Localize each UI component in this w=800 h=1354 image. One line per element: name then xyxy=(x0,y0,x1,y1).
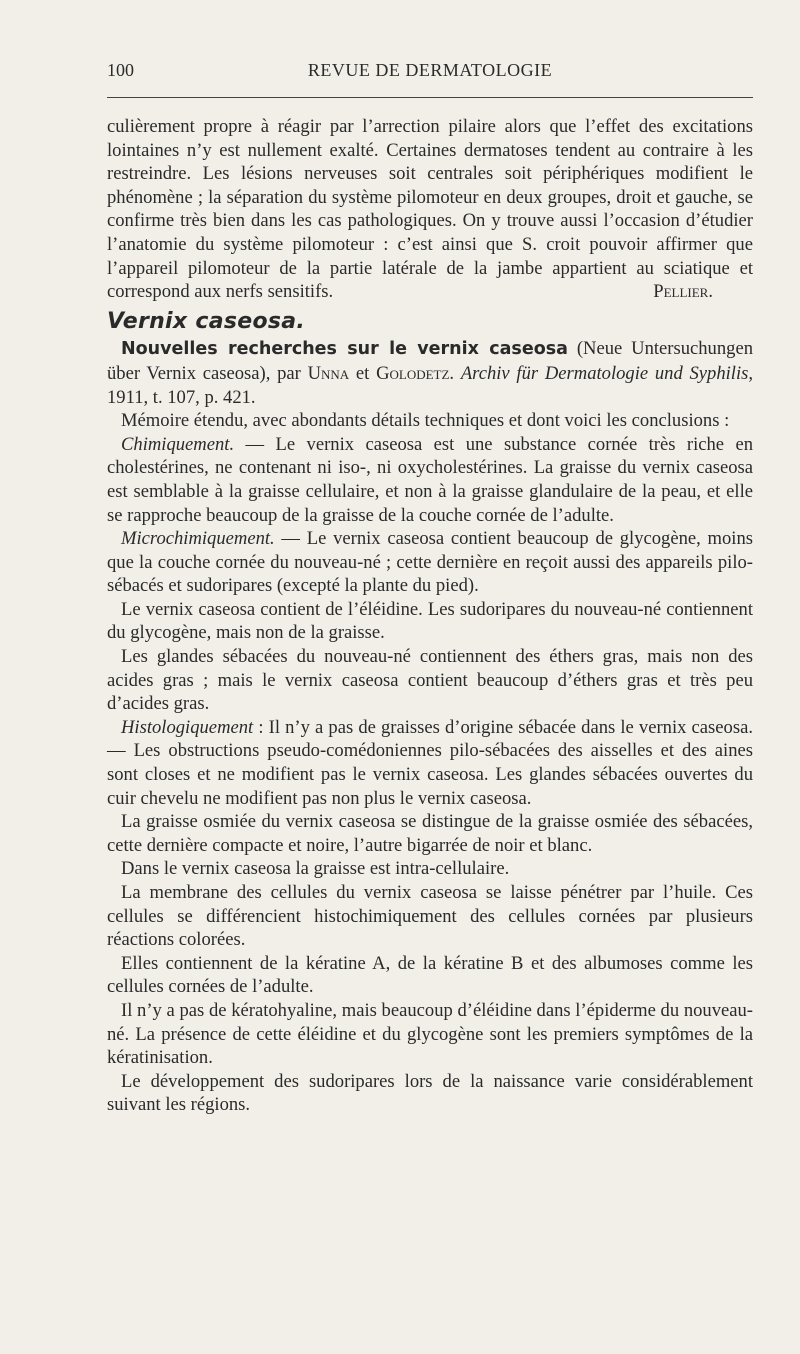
article-original-title: (Neue Untersuchungen über Vernix caseosa), par xyxy=(107,338,753,384)
signature: Pellier. xyxy=(653,281,713,303)
paragraph-intracellulaire: Dans le vernix caseosa la graisse est intra-cellulaire. xyxy=(121,858,510,880)
author-1: Unna xyxy=(307,362,350,384)
text-histologiquement: : Il n’y a pas de graisses d’origine sébacée dans le vernix caseosa. — Les obstructions pseudo-comédoniennes pilo-sébacées des aisselles et des aines sont closes et ne modifient pas le vernix caseosa. Les glandes sébacées ouvertes du cuir chevelu ne modifient pas non plus le vernix caseosa. xyxy=(107,716,753,809)
journal-name: Archiv für Dermatologie und Syphilis, xyxy=(460,362,754,384)
paragraph-microchimiquement xyxy=(107,527,753,598)
running-header xyxy=(107,60,753,88)
text-chimiquement: — Le vernix caseosa est une substance cornée très riche en cholestérines, ne contenant ni iso-, ni oxycholestérines. La graisse du vernix caseosa est semblable à la graisse cellulaire, et non à la graisse glandulaire de la peau, et elle se rapproche beaucoup de la graisse de la couche cornée de l’adulte. xyxy=(107,433,753,526)
author-2: Golodetz xyxy=(376,362,450,384)
reference-separator: . xyxy=(449,362,461,384)
journal-reference: 1911, t. 107, p. 421. xyxy=(107,386,256,408)
page-number: 100 xyxy=(107,60,134,80)
text-microchimiquement: — Le vernix caseosa contient beaucoup de glycogène, moins que la couche cornée du nouveau-né ; cette dernière en reçoit aussi des appareils pilo-sébacés et sudoripares (excepté la plante du pied). xyxy=(107,528,753,597)
paragraph-developpement: Le développement des sudoripares lors de la naissance varie considérablement suivant les régions. xyxy=(107,1070,753,1116)
paragraph-text: culièrement propre à réagir par l’arrection pilaire alors que l’effet des excitations lointaines n’y est nullement exalté. Certaines dermatoses tendent au contraire à les restreindre. Les lésions nerveuses soit centrales soit périphériques modifient le phénomène ; la séparation du système pilomoteur en deux groupes, droit et gauche, se confirme très bien dans les cas pathologiques. On y trouve aussi l’occasion d’étudier l’anatomie du système pilomoteur : c’est ainsi que S. croit pouvoir affirmer que l’appareil pilomoteur de la partie latérale de la jambe appartient au sciatique et correspond aux nerfs sensitifs. xyxy=(107,116,753,303)
paragraph-keratohyaline: Il n’y a pas de kératohyaline, mais beaucoup d’éléidine dans l’épiderme du nouveau-né. La présence de cette éléidine et du glycogène sont les premiers symptômes de la kératinisation. xyxy=(107,999,753,1069)
paragraph-intro: Mémoire étendu, avec abondants détails techniques et dont voici les conclusions : xyxy=(121,410,730,432)
section-title: Vernix caseosa. xyxy=(107,308,306,334)
paragraph-eleidine: Le vernix caseosa contient de l’éléidine. Les sudoripares du nouveau-né contiennent du glycogène, mais non de la graisse. xyxy=(107,598,753,644)
paragraph-glandes: Les glandes sébacées du nouveau-né contiennent des éthers gras, mais non des acides gras ; mais le vernix caseosa contient beaucoup d’éthers gras et très peu d’acides gras. xyxy=(107,646,753,715)
page-body xyxy=(107,115,753,1117)
paragraph-osmiee: La graisse osmiée du vernix caseosa se distingue de la graisse osmiée des sébacées, cette dernière compacte et noire, l’autre bigarrée de noir et blanc. xyxy=(107,811,753,856)
paragraph-histologiquement xyxy=(107,716,753,810)
article-reference xyxy=(107,337,753,409)
author-joiner: et xyxy=(349,362,377,384)
paragraph-chimiquement xyxy=(107,433,753,527)
article-title: Nouvelles recherches sur le vernix caseosa xyxy=(121,339,568,360)
paragraph-membrane: La membrane des cellules du vernix caseosa se laisse pénétrer par l’huile. Ces cellules se différencient histochimiquement des cellules cornées par plusieurs réactions colorées. xyxy=(107,882,753,951)
running-title: REVUE DE DERMATOLOGIE xyxy=(307,60,553,80)
label-chimiquement: Chimiquement. xyxy=(121,433,235,455)
label-histologiquement: Histologiquement xyxy=(121,716,254,738)
paragraph-continuation xyxy=(107,115,753,304)
label-microchimiquement: Microchimiquement. xyxy=(121,528,275,550)
header-rule xyxy=(107,97,753,98)
paragraph-keratine: Elles contiennent de la kératine A, de la kératine B et des albumoses comme les cellules cornées de l’adulte. xyxy=(107,952,753,998)
